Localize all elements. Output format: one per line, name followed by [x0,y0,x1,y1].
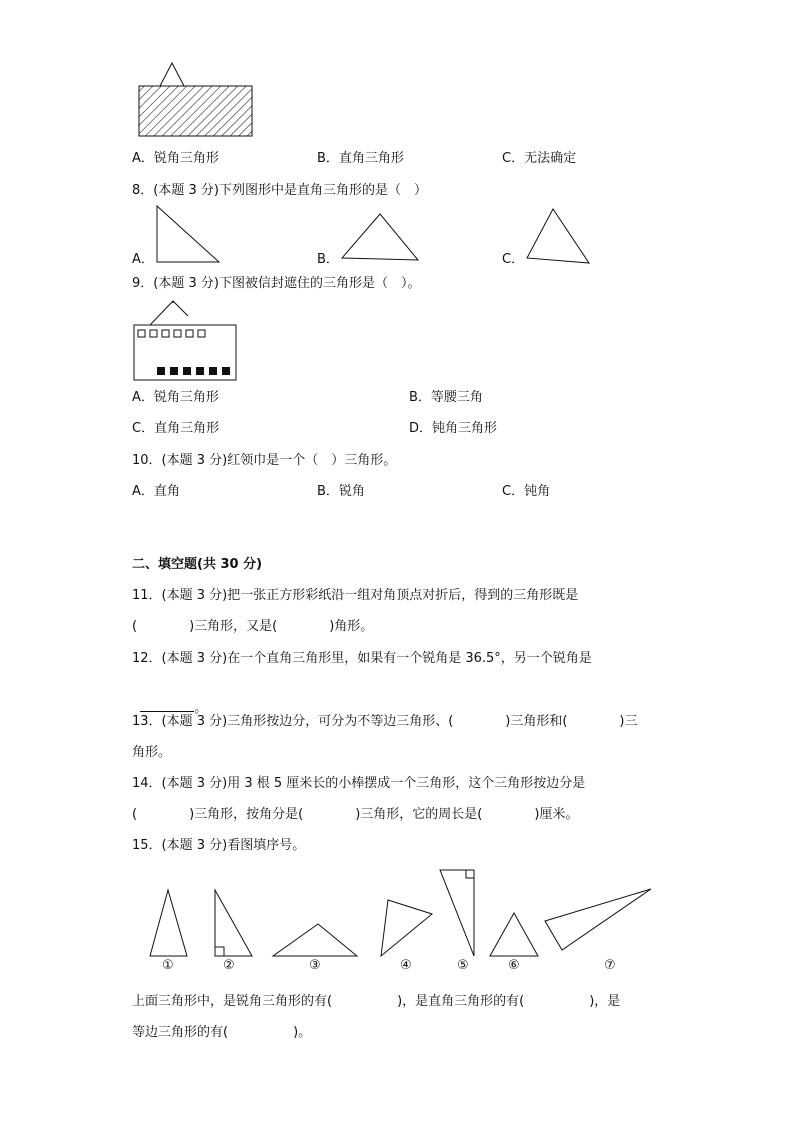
q9-option-a[interactable]: A．锐角三角形 [132,390,219,405]
q8-triangle-c [525,206,593,266]
q9-option-c[interactable]: C．直角三角形 [132,421,220,436]
q7-envelope-figure [136,60,256,140]
q15-number-2: ② [223,958,235,973]
q10-option-c[interactable]: C．钝角 [502,484,551,499]
q15-number-1: ① [162,958,174,973]
q7-option-c[interactable]: C．无法确定 [502,151,577,166]
q7-option-b[interactable]: B．直角三角形 [317,151,404,166]
section-heading: 二、填空题(共 30 分) [132,557,263,572]
q8-label-b[interactable]: B． [317,252,339,267]
q8-label-c[interactable]: C． [502,252,525,267]
q12-answer-blank[interactable] [140,699,194,712]
q11-line2: ( )三角形，又是( )角形。 [132,619,374,634]
q9-stem: 9．(本题 3 分)下图被信封遮住的三角形是（ ）。 [132,276,421,291]
q11-line1: 11．(本题 3 分)把一张正方形彩纸沿一组对角顶点对折后，得到的三角形既是 [132,588,579,603]
q10-option-a[interactable]: A．直角 [132,484,180,499]
triangle-3 [273,924,357,956]
triangle-7 [545,889,651,950]
q15-number-6: ⑥ [508,958,520,973]
q9-envelope-figure [130,296,242,384]
q8-triangle-b [340,210,422,262]
q15-number-4: ④ [400,958,412,973]
q9-option-b[interactable]: B．等腰三角 [409,390,483,405]
triangle-1 [150,890,187,956]
triangle-4 [381,900,432,956]
triangle-5 [440,870,474,956]
q15-line1: 上面三角形中，是锐角三角形的有( )，是直角三角形的有( )，是 [132,994,621,1009]
q14-line1: 14．(本题 3 分)用 3 根 5 厘米长的小棒摆成一个三角形，这个三角形按边分是 [132,776,586,791]
triangle-5-right-angle-mark [466,870,474,878]
q12-line1: 12．(本题 3 分)在一个直角三角形里，如果有一个锐角是 36.5°，另一个锐角是 [132,651,592,666]
triangle-2 [215,890,252,956]
q15-number-3: ③ [309,958,321,973]
q12-line2-end: 。 [194,701,208,716]
q8-triangle-a [155,204,225,266]
q15-number-5: ⑤ [457,958,469,973]
q15-stem: 15．(本题 3 分)看图填序号。 [132,838,306,853]
q10-option-b[interactable]: B．锐角 [317,484,365,499]
q14-line2: ( )三角形，按角分是( )三角形，它的周长是( )厘米。 [132,807,579,822]
triangle-6 [490,913,538,956]
q9-option-d[interactable]: D．钝角三角形 [409,421,498,436]
q8-stem: 8．(本题 3 分)下列图形中是直角三角形的是（ ） [132,183,427,198]
q8-label-a[interactable]: A． [132,252,154,267]
q15-number-7: ⑦ [604,958,616,973]
q13-line1: 13．(本题 3 分)三角形按边分，可分为不等边三角形、( )三角形和( )三 [132,714,638,729]
q13-line2: 角形。 [132,745,172,760]
q7-option-a[interactable]: A．锐角三角形 [132,151,219,166]
triangle-2-right-angle-mark [215,947,224,956]
q15-line2: 等边三角形的有( )。 [132,1025,312,1040]
q10-stem: 10．(本题 3 分)红领巾是一个（ ）三角形。 [132,453,397,468]
